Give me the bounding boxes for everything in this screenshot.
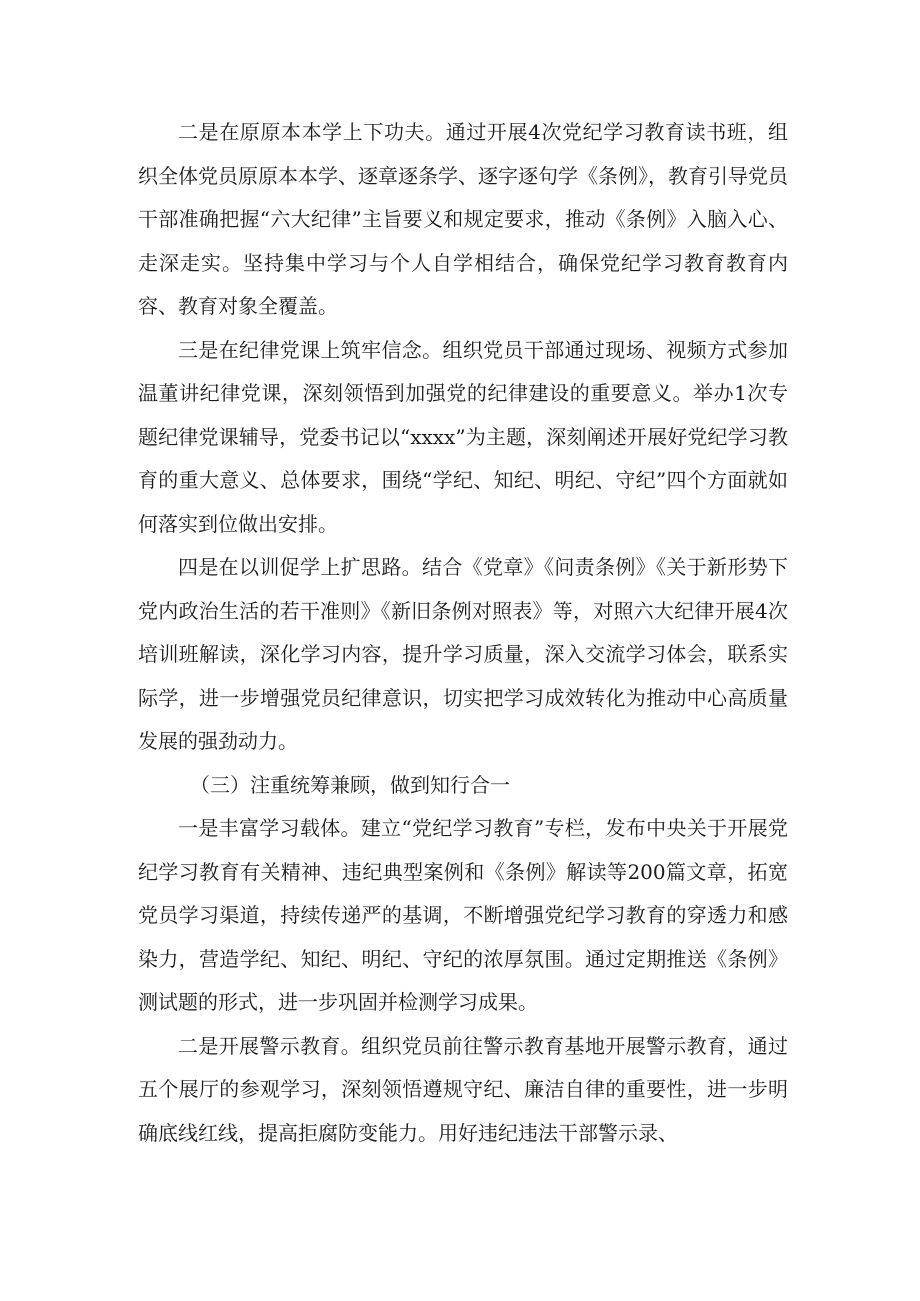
paragraph-warning-education: 二是开展警示教育。组织党员前往警示教育基地开展警示教育，通过五个展厅的参观学习，深刻领悟遵规守纪、廉洁自律的重要性，进一步明确底线红线，提高拒腐防变能力。用好违纪违法干部警示录、 — [138, 1033, 788, 1145]
document-body — [138, 111, 788, 1155]
paragraph-original-study: 二是在原原本本学上下功夫。通过开展4次党纪学习教育读书班，组织全体党员原原本本学、逐章逐条学、逐字逐句学《条例》，教育引导党员干部准确把握“六大纪律”主旨要义和规定要求，推动《条例》入脑入心、走深走实。坚持集中学习与个人自学相结合，确保党纪学习教育教育内容、教育对象全覆盖。 — [138, 120, 788, 318]
paragraph-training: 四是在以训促学上扩思路。结合《党章》《问责条例》《关于新形势下党内政治生活的若干准则》《新旧条例对照表》等，对照六大纪律开展4次培训班解读，深化学习内容，提升学习质量，深入交流学习体会，联系实际学，进一步增强党员纪律意识，切实把学习成效转化为推动中心高质量发展的强劲动力。 — [138, 555, 788, 753]
paragraph-learning-carrier: 一是丰富学习载体。建立“党纪学习教育”专栏，发布中央关于开展党纪学习教育有关精神、违纪典型案例和《条例》解读等200篇文章，拓宽党员学习渠道，持续传递严的基调，不断增强党纪学习教育的穿透力和感染力，营造学纪、知纪、明纪、守纪的浓厚氛围。通过定期推送《条例》测试题的形式，进一步巩固并检测学习成果。 — [138, 816, 788, 1014]
section-heading: （三）注重统筹兼顾，做到知行合一 — [190, 772, 510, 797]
paragraph-discipline-lecture: 三是在纪律党课上筑牢信念。组织党员干部通过现场、视频方式参加温董讲纪律党课，深刻领悟到加强党的纪律建设的重要意义。举办1次专题纪律党课辅导，党委书记以“xxxx”为主题，深刻阐述开展好党纪学习教育的重大意义、总体要求，围绕“学纪、知纪、明纪、守纪”四个方面就如何落实到位做出安排。 — [138, 337, 788, 536]
